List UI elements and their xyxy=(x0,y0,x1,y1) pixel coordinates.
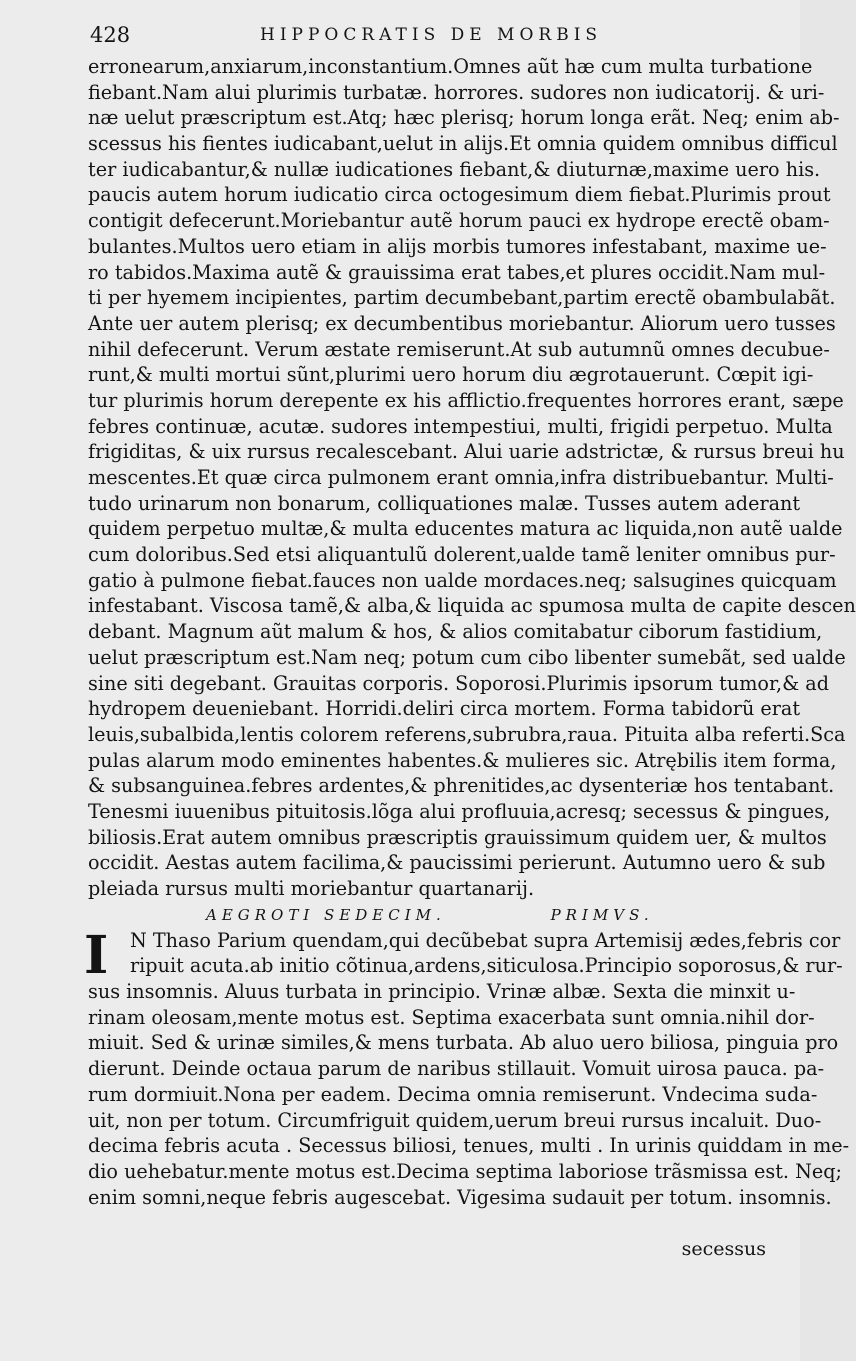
body-line: erronearum,anxiarum,inconstantium.Omnes aũt hæ cum multa turbatione xyxy=(88,55,813,78)
case-line: dio uehebatur.mente motus est.Decima septima laboriose trãsmissa est. Neq; xyxy=(88,1159,843,1183)
case-history xyxy=(84,924,850,1211)
body-line: mescentes.Et quæ circa pulmonem erant omnia,infra distribuebantur. Multi- xyxy=(88,466,834,489)
drop-cap: I xyxy=(84,924,109,986)
body-line: sine siti degebant. Grauitas corporis. Soporosi.Plurimis ipsorum tumor,& ad xyxy=(88,671,830,695)
body-line: uelut præscriptum est.Nam neq; potum cum cibo libenter sumebãt, sed ualde xyxy=(88,645,846,669)
case-line: decima febris acuta . Secessus biliosi, tenues, multi . In urinis quiddam in me- xyxy=(88,1134,850,1158)
body-line: bulantes.Multos uero etiam in alijs morbis tumores infestabant, maxime ue- xyxy=(88,234,827,258)
body-line: leuis,subalbida,lentis colorem referens,subrubra,raua. Pituita alba referti.Sca xyxy=(88,722,846,746)
case-line: ripuit acuta.ab initio cõtinua,ardens,siticulosa.Principio soporosus,& rur- xyxy=(130,954,843,978)
body-line: ro tabidos.Maxima autẽ & grauissima erat tabes,et plures occidit.Nam mul- xyxy=(88,260,826,284)
body-line: debant. Magnum aũt malum & hos, & alios comitabatur ciborum fastidium, xyxy=(88,620,823,644)
body-line: gatio à pulmone fiebat.fauces non ualde mordaces.neq; salsugines quicquam xyxy=(88,568,837,592)
text-block xyxy=(84,54,856,1210)
case-line: dierunt. Deinde octaua parum de naribus stillauit. Vomuit uirosa pauca. pa- xyxy=(88,1057,825,1081)
case-line: enim somni,neque febris augescebat. Vigesima sudauit per totum. insomnis. xyxy=(88,1185,832,1209)
case-line: rum dormiuit.Nona per eadem. Decima omnia remiserunt. Vndecima suda- xyxy=(88,1082,818,1106)
case-line: N Thaso Parium quendam,qui decũbebat supra Artemisij ædes,febris cor xyxy=(130,928,841,952)
page-header xyxy=(90,20,770,50)
section-heading-left: AEGROTI SEDECIM. xyxy=(206,905,446,924)
catchword: secessus xyxy=(681,1238,766,1260)
section-heading-right: PRIMVS. xyxy=(550,905,654,924)
case-line: sus insomnis. Aluus turbata in principio. Vrinæ albæ. Sexta die minxit u- xyxy=(88,980,796,1004)
body-line: infestabant. Viscosa tamẽ,& alba,& liquida ac spumosa multa de capite descen xyxy=(88,594,856,618)
body-line: & subsanguinea.febres ardentes,& phrenitides,ac dysenteriæ hos tentabant. xyxy=(88,774,835,798)
body-line: contigit defecerunt.Moriebantur autẽ horum pauci ex hydrope erectẽ obam- xyxy=(88,209,830,233)
body-line: næ uelut præscriptum est.Atq; hæc plerisq; horum longa erãt. Neq; enim ab- xyxy=(88,106,840,130)
body-line: ter iudicabantur,& nullæ iudicationes fiebant,& diuturnæ,maxime uero his. xyxy=(88,157,821,181)
body-line: pleiada rursus multi moriebantur quartanarij. xyxy=(88,877,535,900)
body-line: occidit. Aestas autem facilima,& paucissimi perierunt. Autumno uero & sub xyxy=(88,851,826,875)
section-heading xyxy=(88,902,770,928)
body-line: pulas alarum modo eminentes habentes.& mulieres sic. Atrębilis item forma, xyxy=(88,748,837,772)
case-line: rinam oleosam,mente motus est. Septima exacerbata sunt omnia.nihil dor- xyxy=(88,1005,815,1029)
body-line: ti per hyemem incipientes, partim decumbebant,partim erectẽ obambulabãt. xyxy=(88,286,836,310)
page-number: 428 xyxy=(90,23,131,47)
body-line: nihil defecerunt. Verum æstate remiserunt.At sub autumnũ omnes decubue- xyxy=(88,337,830,361)
body-line: tudo urinarum non bonarum, colliquationes malæ. Tusses autem aderant xyxy=(88,491,801,515)
body-line: frigiditas, & uix rursus recalescebant. Alui uarie adstrictæ, & rursus breui hu xyxy=(88,440,845,464)
body-line: Tenesmi iuuenibus pituitosis.lõga alui profluuia,acresq; secessus & pingues, xyxy=(88,799,831,823)
case-line: uit, non per totum. Circumfriguit quidem,uerum breui rursus incaluit. Duo- xyxy=(88,1108,822,1132)
body-line: quidem perpetuo multæ,& multa educentes matura ac liquida,non autẽ ualde xyxy=(88,517,843,541)
body-line: scessus his fientes iudicabant,uelut in alijs.Et omnia quidem omnibus difficul xyxy=(88,132,838,156)
body-line: paucis autem horum iudicatio circa octogesimum diem fiebat.Plurimis prout xyxy=(88,183,831,207)
body-line: cum doloribus.Sed etsi aliquantulũ dolerent,ualde tamẽ leniter omnibus pur- xyxy=(88,543,836,567)
body-line: fiebant.Nam alui plurimis turbatæ. horrores. sudores non iudicatorij. & uri- xyxy=(88,80,825,104)
body-line: febres continuæ, acutæ. sudores intempestiui, multi, frigidi perpetuo. Multa xyxy=(88,414,833,438)
case-line: miuit. Sed & urinæ similes,& mens turbata. Ab aluo uero biliosa, pinguia pro xyxy=(88,1031,839,1055)
running-head: HIPPOCRATIS DE MORBIS xyxy=(260,25,603,45)
body-line: tur plurimis horum derepente ex his afflictio.frequentes horrores erant, sæpe xyxy=(88,388,844,412)
body-line: runt,& multi mortui sũnt,plurimi uero horum diu ægrotauerunt. Cœpit igi- xyxy=(88,363,814,387)
body-line: hydropem deueniebant. Horridi.deliri circa mortem. Forma tabidorũ erat xyxy=(88,697,801,721)
body-line: biliosis.Erat autem omnibus præscriptis grauissimum quidem uer, & multos xyxy=(88,825,827,849)
body-line: Ante uer autem plerisq; ex decumbentibus moriebantur. Aliorum uero tusses xyxy=(88,311,836,335)
